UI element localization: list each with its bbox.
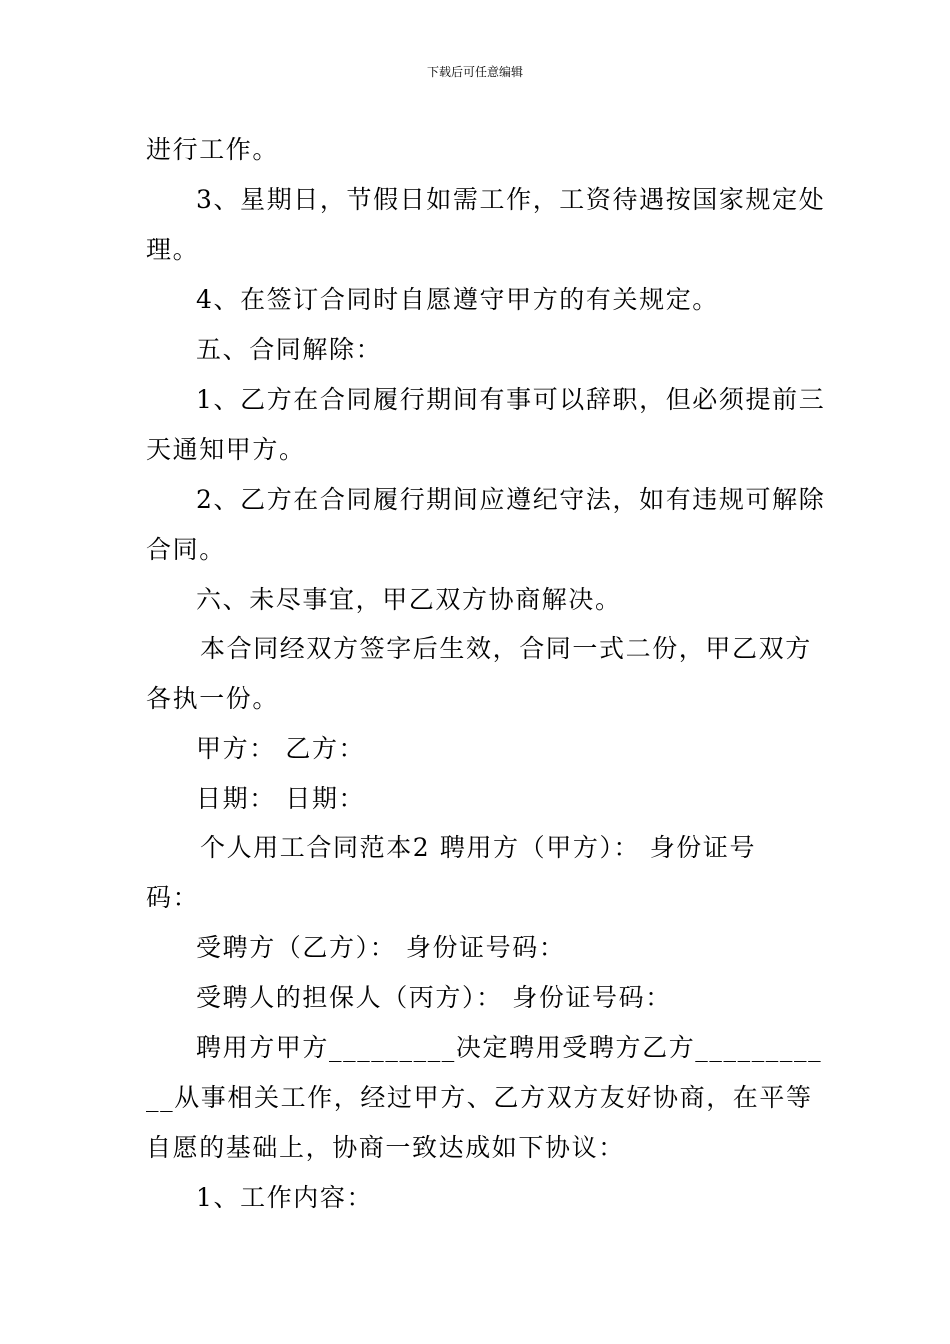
page-header: 下载后可任意编辑 bbox=[426, 65, 523, 79]
signature-party-line: 甲方： 乙方： bbox=[196, 734, 366, 763]
paragraph-line: 进行工作。 bbox=[146, 135, 280, 164]
party-line: 受聘人的担保人（丙方）： 身份证号码： bbox=[196, 983, 672, 1012]
paragraph-line: 本合同经双方签字后生效，合同一式二份，甲乙双方 bbox=[200, 634, 812, 663]
paragraph-line: 理。 bbox=[146, 235, 200, 264]
paragraph-line: 天通知甲方。 bbox=[146, 435, 306, 464]
party-line: 受聘方（乙方）： 身份证号码： bbox=[196, 933, 566, 962]
contract-title-line: 个人用工合同范本2 聘用方（甲方）： 身份证号 bbox=[200, 833, 757, 862]
section-heading: 六、未尽事宜，甲乙双方协商解决。 bbox=[196, 585, 622, 614]
paragraph-line: 3、星期日，节假日如需工作，工资待遇按国家规定处 bbox=[196, 185, 826, 214]
section-heading: 五、合同解除： bbox=[196, 335, 383, 364]
signature-date-line: 日期： 日期： bbox=[196, 784, 366, 813]
paragraph-line: 合同。 bbox=[146, 535, 226, 564]
section-heading: 1、工作内容： bbox=[196, 1183, 374, 1212]
paragraph-line: 各执一份。 bbox=[146, 684, 280, 713]
paragraph-line: 码： bbox=[146, 883, 200, 912]
paragraph-line: 1、乙方在合同履行期间有事可以辞职，但必须提前三 bbox=[196, 385, 826, 414]
paragraph-line: 聘用方甲方_________决定聘用受聘方乙方_________ bbox=[196, 1033, 823, 1062]
paragraph-line: 自愿的基础上，协商一致达成如下协议： bbox=[146, 1133, 625, 1162]
paragraph-line: __从事相关工作，经过甲方、乙方双方友好协商，在平等 bbox=[146, 1083, 813, 1112]
paragraph-line: 2、乙方在合同履行期间应遵纪守法，如有违规可解除 bbox=[196, 485, 826, 514]
paragraph-line: 4、在签订合同时自愿遵守甲方的有关规定。 bbox=[196, 285, 719, 314]
